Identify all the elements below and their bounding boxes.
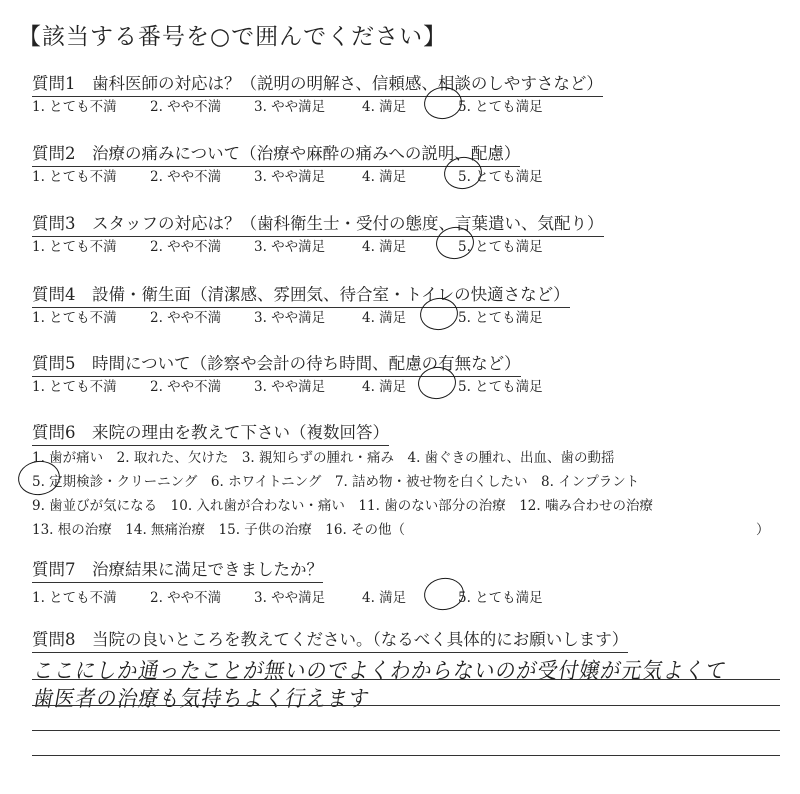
question-6-row-1: 1. 歯が痛い 2. 取れた、欠けた 3. 親知らずの腫れ・痛み 4. 歯ぐきの腫れ、出血、歯の動揺	[32, 450, 615, 466]
q7-answer-circle[interactable]	[422, 575, 466, 612]
question-3-title: 質問3 スタッフの対応は？（歯科衛生士・受付の態度、言葉遣い、気配り）	[32, 210, 604, 237]
question-7-option-3[interactable]: 3. やや満足	[254, 590, 326, 606]
question-2-option-1[interactable]: 1. とても不満	[32, 169, 117, 185]
question-5-option-4[interactable]: 4. 満足	[362, 379, 407, 395]
question-1-option-2[interactable]: 2. やや不満	[150, 99, 222, 115]
question-5-option-3[interactable]: 3. やや満足	[254, 379, 326, 395]
question-2-option-3[interactable]: 3. やや満足	[254, 169, 326, 185]
question-6-title: 質問6 来院の理由を教えて下さい（複数回答）	[32, 419, 389, 446]
question-1-option-4[interactable]: 4. 満足	[362, 99, 407, 115]
question-5-option-5[interactable]: 5. とても満足	[458, 379, 543, 395]
question-3-option-4[interactable]: 4. 満足	[362, 239, 407, 255]
question-1-option-1[interactable]: 1. とても不満	[32, 99, 117, 115]
question-1-option-3[interactable]: 3. やや満足	[254, 99, 326, 115]
question-6-row-4-close: ）	[756, 522, 770, 538]
question-1-title: 質問1 歯科医師の対応は？（説明の明解さ、信頼感、相談のしやすさなど）	[32, 70, 603, 97]
question-2-title: 質問2 治療の痛みについて（治療や麻酔の痛みへの説明、配慮）	[32, 140, 520, 167]
answer-rule-1	[32, 679, 780, 680]
answer-rule-4	[32, 755, 780, 756]
answer-rule-2	[32, 705, 780, 706]
question-3-option-1[interactable]: 1. とても不満	[32, 239, 117, 255]
question-4-option-2[interactable]: 2. やや不満	[150, 310, 222, 326]
question-2-option-4[interactable]: 4. 満足	[362, 169, 407, 185]
question-7-title: 質問7 治療結果に満足できましたか？	[32, 556, 323, 583]
question-3-option-5[interactable]: 5. とても満足	[458, 239, 543, 255]
answer-rule-3	[32, 730, 780, 731]
question-5-option-2[interactable]: 2. やや不満	[150, 379, 222, 395]
question-7-option-1[interactable]: 1. とても不満	[32, 590, 117, 606]
question-4-option-3[interactable]: 3. やや満足	[254, 310, 326, 326]
question-7-option-4[interactable]: 4. 満足	[362, 590, 407, 606]
q8-answer-line-2: 歯医者の治療も気持ちよく行えます	[31, 684, 373, 712]
question-3-option-2[interactable]: 2. やや不満	[150, 239, 222, 255]
q8-answer-line-1: ここにしか通ったことが無いのでよくわからないのが受付嬢が元気よくて	[31, 656, 730, 684]
question-7-option-2[interactable]: 2. やや不満	[150, 590, 222, 606]
instruction-header: 【該当する番号を○で囲んでください】	[18, 24, 448, 50]
question-6-row-2: 5. 定期検診・クリーニング 6. ホワイトニング 7. 詰め物・被せ物を白くしたい 8. インプラント	[32, 474, 640, 490]
question-4-option-5[interactable]: 5. とても満足	[458, 310, 543, 326]
question-6-row-3: 9. 歯並びが気になる 10. 入れ歯が合わない・痛い 11. 歯のない部分の治療 12. 噛み合わせの治療	[32, 498, 653, 514]
question-4-option-1[interactable]: 1. とても不満	[32, 310, 117, 326]
question-1-option-5[interactable]: 5. とても満足	[458, 99, 543, 115]
question-5-option-1[interactable]: 1. とても不満	[32, 379, 117, 395]
question-4-title: 質問4 設備・衛生面（清潔感、雰囲気、待合室・トイレの快適さなど）	[32, 281, 570, 308]
question-7-option-5[interactable]: 5. とても満足	[458, 590, 543, 606]
question-3-option-3[interactable]: 3. やや満足	[254, 239, 326, 255]
question-5-title: 質問5 時間について（診察や会計の待ち時間、配慮の有無など）	[32, 350, 521, 377]
question-2-option-5[interactable]: 5. とても満足	[458, 169, 543, 185]
question-2-option-2[interactable]: 2. やや不満	[150, 169, 222, 185]
question-4-option-4[interactable]: 4. 満足	[362, 310, 407, 326]
question-8-title: 質問8 当院の良いところを教えてください。（なるべく具体的にお願いします）	[32, 626, 628, 653]
question-6-row-4: 13. 根の治療 14. 無痛治療 15. 子供の治療 16. その他（	[32, 522, 406, 538]
